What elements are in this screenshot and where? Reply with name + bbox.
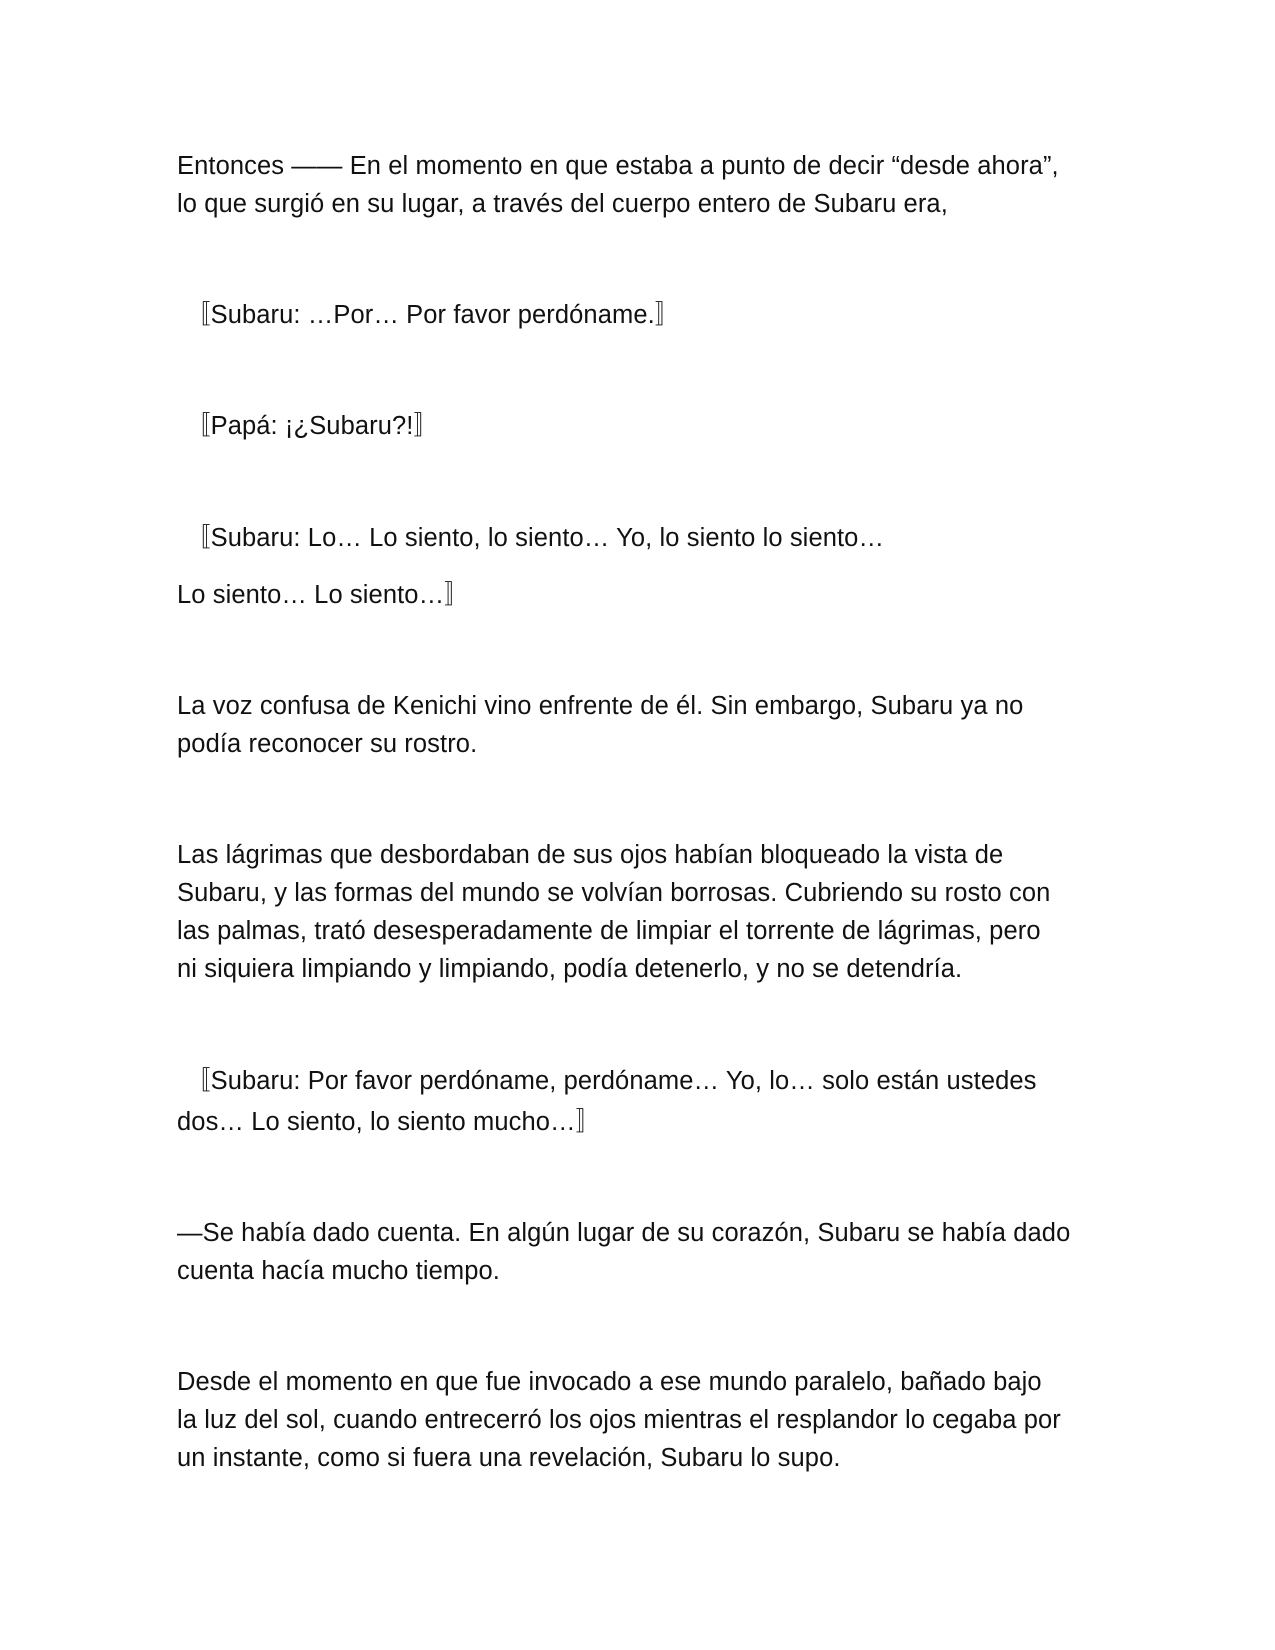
text-line: lo que surgió en su lugar, a través del cuerpo entero de Subaru era, — [177, 190, 948, 218]
dialogue-line: 〚Subaru: Lo… Lo siento, lo siento… Yo, lo siento lo siento… — [185, 524, 885, 552]
text-line: Subaru, y las formas del mundo se volvían borrosas. Cubriendo su rosto con — [177, 879, 1051, 907]
text-line: Las lágrimas que desbordaban de sus ojos habían bloqueado la vista de — [177, 841, 1004, 869]
text-line: podía reconocer su rostro. — [177, 730, 478, 758]
text-line: La voz confusa de Kenichi vino enfrente de él. Sin embargo, Subaru ya no — [177, 692, 1024, 720]
text-line: —Se había dado cuenta. En algún lugar de su corazón, Subaru se había dado — [177, 1219, 1071, 1247]
text-line: la luz del sol, cuando entrecerró los ojos mientras el resplandor lo cegaba por — [177, 1406, 1061, 1434]
dialogue-line: Lo siento… Lo siento…〛 — [177, 581, 470, 609]
text-line: cuenta hacía mucho tiempo. — [177, 1257, 500, 1285]
text-line: ni siquiera limpiando y limpiando, podía detenerlo, y no se detendría. — [177, 955, 963, 983]
dialogue-line: 〚Subaru: Por favor perdóname, perdóname… Yo, lo… solo están ustedes — [185, 1067, 1037, 1095]
text-line: Desde el momento en que fue invocado a ese mundo paralelo, bañado bajo — [177, 1368, 1042, 1396]
text-line: Entonces —— En el momento en que estaba a punto de decir “desde ahora”, — [177, 152, 1059, 180]
text-line: las palmas, trató desesperadamente de limpiar el torrente de lágrimas, pero — [177, 917, 1041, 945]
text-line: un instante, como si fuera una revelación, Subaru lo supo. — [177, 1444, 841, 1472]
dialogue-line: 〚Subaru: …Por… Por favor perdóname.〛 — [185, 301, 681, 329]
dialogue-line: dos… Lo siento, lo siento mucho…〛 — [177, 1108, 602, 1136]
dialogue-line: 〚Papá: ¡¿Subaru?!〛 — [185, 412, 440, 440]
